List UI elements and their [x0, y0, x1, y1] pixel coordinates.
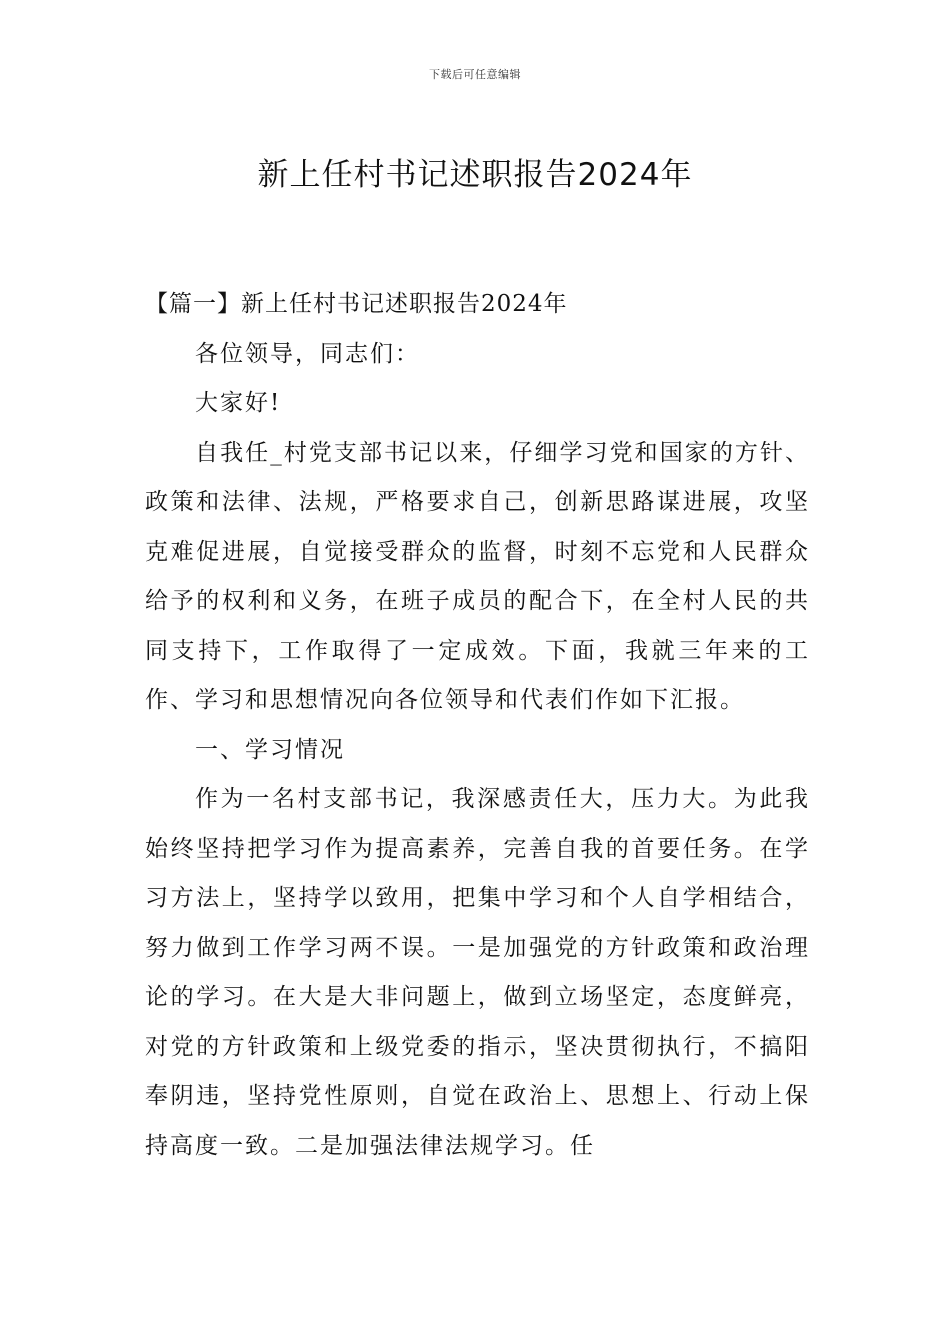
header-note: 下载后可任意编辑 — [429, 68, 521, 81]
document-title: 新上任村书记述职报告2024年 — [257, 156, 693, 193]
salutation: 各位领导，同志们： — [195, 340, 420, 367]
greeting: 大家好! — [195, 390, 282, 416]
body-paragraph: 作为一名村支部书记，我深感责任大，压力大。为此我始终坚持把学习作为提高素养，完善自我的首要任务。在学习方法上，坚持学以致用，把集中学习和个人自学相结合，努力做到工作学习两不误。一是加强党的方针政策和政治理论的学习。在大是大非问题上，做到立场坚定，态度鲜亮，对党的方针政策和上级党委的指示，坚决贯彻执行，不搞阳奉阴违，坚持党性原则，自觉在政治上、思想上、行动上保持高度一致。二是加强法律法规学习。任 — [145, 786, 810, 1159]
body-paragraph: 自我任_村党支部书记以来，仔细学习党和国家的方针、政策和法律、法规，严格要求自己，创新思路谋进展，攻坚克难促进展，自觉接受群众的监督，时刻不忘党和人民群众给予的权利和义务，在班子成员的配合下，在全村人民的共同支持下，工作取得了一定成效。下面，我就三年来的工作、学习和思想情况向各位领导和代表们作如下汇报。 — [145, 439, 810, 713]
subsection-heading: 一、学习情况 — [195, 736, 345, 763]
document-body — [145, 280, 810, 1171]
section-heading: 【篇一】新上任村书记述职报告2024年 — [145, 291, 568, 317]
